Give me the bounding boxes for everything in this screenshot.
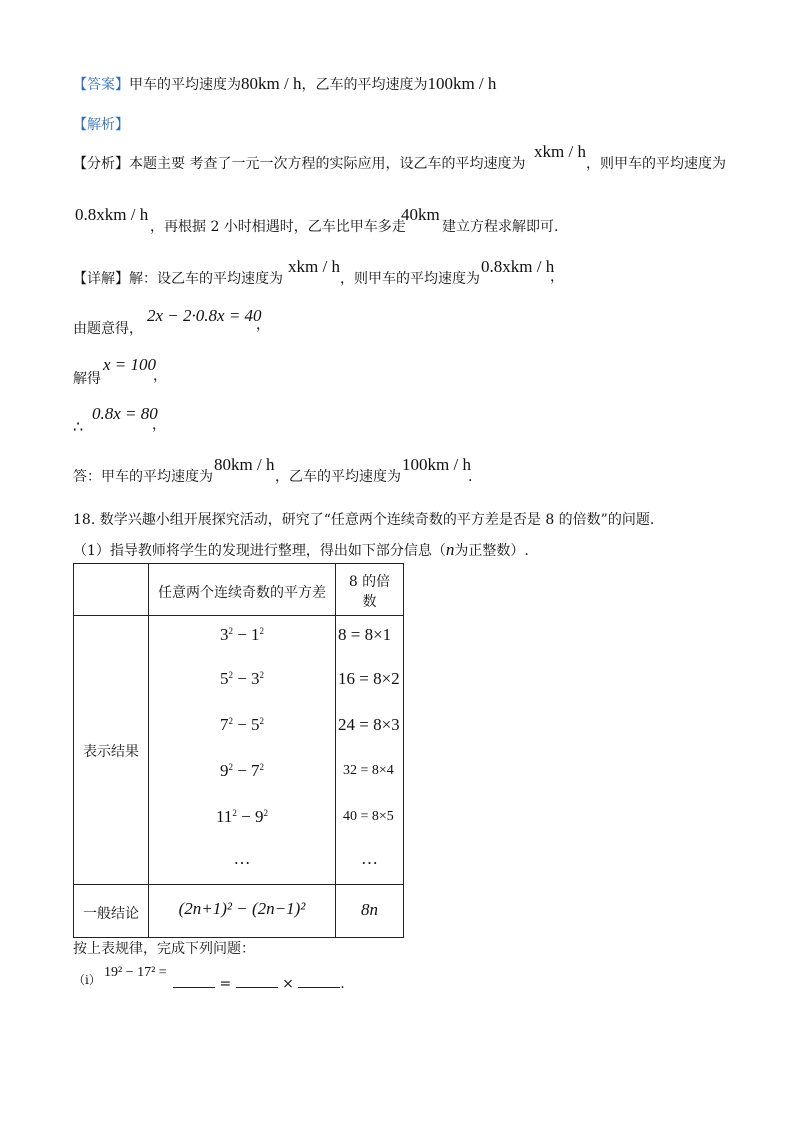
q18-follow: 按上表规律，完成下列问题：	[73, 941, 255, 957]
q18-part1-b: 为正整数）.	[454, 543, 529, 559]
fenxi-text-4: 建立方程求解即可.	[442, 219, 559, 235]
fenxi-tag: 【分析】	[73, 156, 129, 172]
table-border	[73, 563, 404, 564]
exp-2: 2	[232, 808, 237, 818]
answer-speed-a: 80km / h	[241, 74, 302, 93]
q18-title: 18. 数学兴趣小组开展探究活动，研究了“任意两个连续奇数的平方差是否是 8 的倍数”的问题.	[73, 512, 655, 528]
table-border	[148, 563, 149, 938]
table-row-multiple: 32 = 8×4	[343, 763, 394, 778]
detail-answer-mid: ，乙车的平均速度为	[275, 469, 401, 485]
detail-solve-prefix: 解得	[73, 371, 101, 387]
fenxi-text-3: ，再根据 2 小时相遇时，乙车比甲车多走	[150, 219, 406, 235]
detail-comma-4: ，	[152, 417, 166, 433]
detail-answer-prefix: 答：甲车的平均速度为	[73, 469, 213, 485]
base-1: 9	[219, 761, 229, 780]
q18-part1-n: n	[445, 540, 455, 559]
detail-line-1	[73, 272, 283, 286]
fenxi-expr-2: 0.8xkm / h	[75, 205, 149, 224]
therefore-symbol: ∴	[73, 417, 84, 436]
exp-2: 2	[228, 762, 233, 772]
table-row-difference: $9^2 - 7^2$	[219, 761, 265, 780]
detail-text-2: ，则甲车的平均速度为	[340, 271, 480, 287]
answer-line	[73, 75, 496, 92]
table-border	[73, 615, 404, 616]
base-2: 7	[251, 761, 260, 780]
q18-part1	[73, 541, 529, 558]
detail-comma-3: ，	[153, 368, 167, 384]
base-2: 9	[254, 807, 264, 826]
fenxi-expr-1: xkm / h	[534, 142, 586, 161]
ellipsis-difference: …	[233, 849, 251, 868]
detail-text-1: 解：设乙车的平均速度为	[129, 271, 283, 287]
fenxi-line-1	[73, 157, 525, 171]
base-1: 3	[219, 625, 229, 644]
detail-expr-2: 0.8xkm / h	[481, 257, 555, 276]
detail-answer-b: 100km / h	[402, 455, 471, 474]
table-row-difference: $5^2 - 3^2$	[219, 669, 265, 688]
answer-blank-1[interactable]	[173, 973, 215, 988]
equals-sign: =	[219, 976, 232, 992]
base-1: 5	[219, 669, 229, 688]
results-table	[73, 563, 404, 938]
q18-sub-i	[73, 973, 101, 987]
detail-expr-1: xkm / h	[288, 257, 340, 276]
answer-blank-2[interactable]	[236, 973, 278, 988]
sub-i-expression: 19² − 17² =	[104, 965, 167, 980]
table-border	[73, 937, 404, 938]
sub-i-label: （i）	[73, 973, 101, 987]
exp-2: 2	[259, 716, 265, 726]
exp-2: 2	[259, 762, 265, 772]
table-row-multiple: 24 = 8×3	[338, 715, 400, 734]
base-1: 7	[219, 715, 229, 734]
detail-equation: 2x − 2·0.8x = 40	[147, 306, 262, 325]
table-row-multiple: 8 = 8×1	[338, 625, 392, 644]
base-2: 1	[251, 625, 260, 644]
table-row-difference: $11^2 - 9^2$	[216, 807, 268, 826]
base-2: 3	[251, 669, 260, 688]
general-expression: (2n+1)² − (2n−1)²	[178, 899, 306, 918]
fenxi-text-1: 本题主要 考查了一元一次方程的实际应用，设乙车的平均速度为	[129, 156, 526, 172]
exp-2: 2	[263, 808, 268, 818]
detail-result: 0.8x = 80	[92, 404, 158, 423]
detail-solve: x = 100	[103, 355, 157, 374]
detail-eq-prefix: 由题意得，	[73, 321, 143, 337]
detail-period: .	[468, 469, 473, 485]
table-row-multiple: 16 = 8×2	[338, 669, 400, 688]
detail-comma-1: ，	[550, 269, 564, 285]
table-border	[335, 563, 336, 938]
header-difference: 任意两个连续奇数的平方差	[158, 585, 326, 601]
fenxi-expr-3: 40km	[401, 205, 440, 224]
analysis-tag: 【解析】	[73, 117, 129, 133]
base-2: 5	[251, 715, 260, 734]
fenxi-text-2: ，则甲车的平均速度为	[586, 156, 726, 172]
exp-2: 2	[228, 716, 233, 726]
answer-blank-3[interactable]	[298, 973, 340, 988]
exp-2: 2	[259, 626, 265, 636]
sub-i-end: .	[340, 976, 345, 992]
general-label: 一般结论	[83, 906, 139, 922]
answer-tag: 【答案】	[73, 77, 129, 93]
answer-text-2: ，乙车的平均速度为	[301, 77, 428, 93]
exp-2: 2	[228, 670, 233, 680]
exp-2: 2	[228, 626, 233, 636]
detail-comma-2: ，	[256, 317, 270, 333]
table-row-difference: $7^2 - 5^2$	[219, 715, 265, 734]
table-row-difference: $3^2 - 1^2$	[219, 625, 265, 644]
times-sign: ×	[282, 976, 294, 992]
answer-text-1: 甲车的平均速度为	[129, 77, 241, 93]
table-row-multiple: 40 = 8×5	[343, 809, 394, 824]
table-border	[73, 884, 404, 885]
q18-part1-a: （1）指导教师将学生的发现进行整理，得出如下部分信息（	[73, 543, 446, 559]
general-result: 8n	[361, 900, 378, 919]
exp-2: 2	[259, 670, 265, 680]
header-multiple-line-1: 8 的倍	[348, 574, 391, 590]
base-1: 11	[216, 807, 233, 826]
answer-speed-b: 100km / h	[427, 74, 497, 93]
table-border	[403, 563, 404, 938]
detail-tag: 【详解】	[73, 271, 129, 287]
ellipsis-multiple: …	[361, 849, 378, 868]
detail-answer-a: 80km / h	[214, 455, 275, 474]
header-multiple-line-2: 数	[362, 594, 377, 610]
sub-i-blanks	[173, 973, 345, 991]
row-label-results: 表示结果	[83, 744, 139, 760]
